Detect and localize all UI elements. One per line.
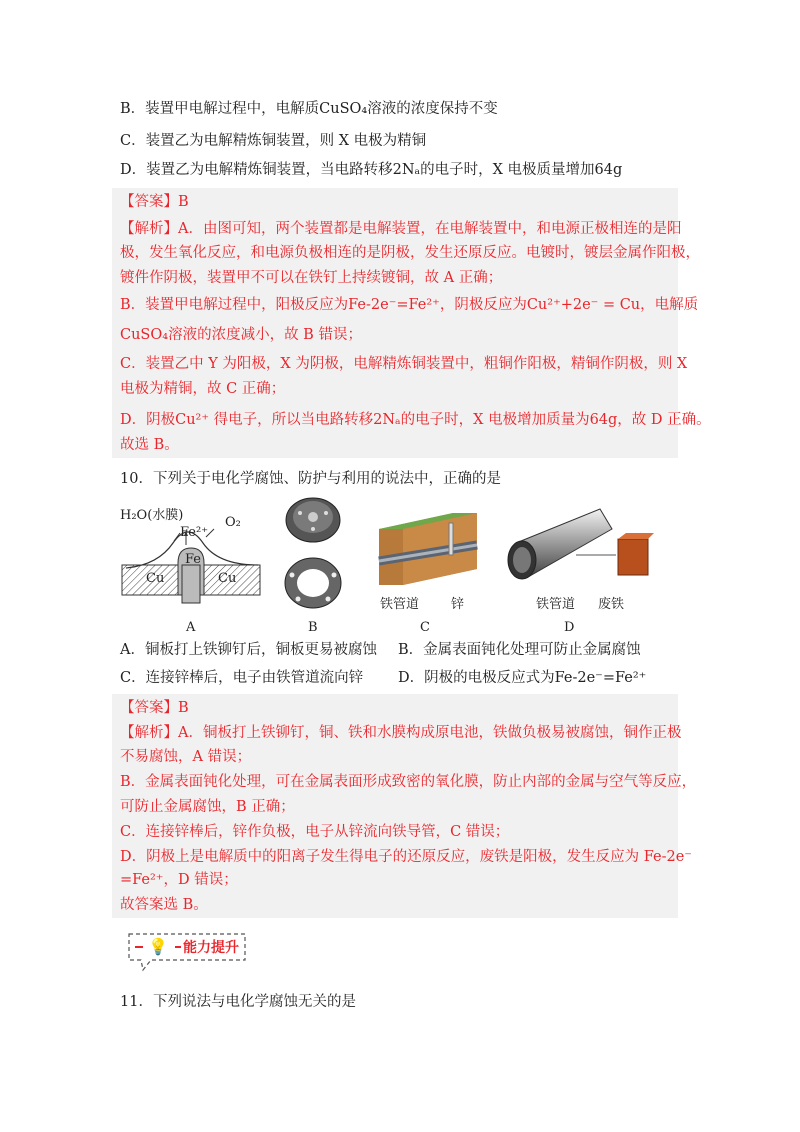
- q10-option-c: C．连接锌棒后，电子由铁管道流向锌: [120, 670, 364, 686]
- o2-label: O₂: [225, 515, 241, 530]
- ability-improvement-badge: [121, 928, 251, 974]
- q10-answer: 【答案】B: [120, 700, 189, 716]
- q9-analysis-line: 极，发生氧化反应，和电源负极相连的是阴极，发生还原反应。电镀时，镀层金属作阳极，: [120, 245, 700, 261]
- q9-analysis-line: B．装置甲电解过程中，阳极反应为Fe-2e⁻=Fe²⁺，阴极反应为Cu²⁺+2e⁻ = Cu，电解质: [120, 297, 699, 313]
- q10-analysis-line: 不易腐蚀，A 错误；: [120, 749, 252, 765]
- scrap-iron-label: 废铁: [598, 597, 625, 612]
- q10-analysis-line: 故答案选 B。: [120, 897, 208, 913]
- q10-stem: 10．下列关于电化学腐蚀、防护与利用的说法中，正确的是: [120, 471, 501, 487]
- q9-answer: 【答案】B: [120, 194, 189, 210]
- q9-analysis-line: C．装置乙中 Y 为阳极，X 为阴极，电解精炼铜装置中，粗铜作阳极，精铜作阴极，则 X: [120, 356, 688, 372]
- cu-label-left: Cu: [146, 571, 165, 586]
- q9-analysis-line: 电极为精铜，故 C 正确；: [120, 381, 286, 397]
- q10-analysis-line: C．连接锌棒后，锌作负极，电子从锌流向铁导管，C 错误；: [120, 824, 510, 840]
- zinc-label: 锌: [451, 597, 465, 612]
- q9-option-c: C．装置乙为电解精炼铜装置，则 X 电极为精铜: [120, 133, 427, 149]
- cu-label-right: Cu: [218, 571, 237, 586]
- q10-option-d: D．阴极的电极反应式为Fe-2e⁻=Fe²⁺: [398, 670, 647, 686]
- fe2plus-label: Fe²⁺: [180, 525, 209, 540]
- q9-option-b: B．装置甲电解过程中，电解质CuSO₄溶液的浓度保持不变: [120, 101, 498, 117]
- iron-pipe-label-d: 铁管道: [536, 597, 576, 612]
- badge-text: 能力提升: [183, 940, 239, 956]
- q9-analysis-box: [112, 188, 711, 458]
- q9-analysis-line: 镀件作阴极，装置甲不可以在铁钉上持续镀铜，故 A 正确；: [120, 270, 503, 286]
- scrap-iron-pipe-image: [496, 503, 656, 593]
- q9-analysis-line: 故选 B。: [120, 437, 179, 453]
- fe-label: Fe: [185, 552, 202, 567]
- metal-parts-image: [278, 495, 348, 615]
- figure-d-label: D: [564, 620, 575, 635]
- q9-analysis-line: 【解析】A．由图可知，两个装置都是电解装置，在电解装置中，和电源正极相连的是阳: [120, 221, 682, 237]
- q9-analysis-line: D．阴极Cu²⁺ 得电子，所以当电路转移2Nₐ的电子时，X 电极增加质量为64g，故 D 正确。: [120, 412, 711, 428]
- iron-pipe-label-c: 铁管道: [380, 597, 420, 612]
- q9-option-d: D．装置乙为电解精炼铜装置，当电路转移2Nₐ的电子时，X 电极质量增加64g: [120, 162, 623, 178]
- lightbulb-icon: 💡: [148, 937, 168, 956]
- q11-stem: 11．下列说法与电化学腐蚀无关的是: [120, 994, 356, 1010]
- q9-analysis-line: CuSO₄溶液的浓度减小，故 B 错误；: [120, 327, 362, 343]
- figure-a-label: A: [186, 620, 196, 635]
- h2o-label: H₂O(水膜): [120, 508, 184, 523]
- q10-analysis-line: 【解析】A．铜板打上铁铆钉，铜、铁和水膜构成原电池，铁做负极易被腐蚀，铜作正极: [120, 725, 682, 741]
- q10-analysis-line: B．金属表面钝化处理，可在金属表面形成致密的氧化膜，防止内部的金属与空气等反应，: [120, 774, 697, 790]
- zinc-pipe-image: [373, 509, 483, 599]
- q10-analysis-box: [112, 694, 697, 918]
- q10-analysis-line: 可防止金属腐蚀，B 正确；: [120, 799, 295, 815]
- q10-analysis-line: =Fe²⁺，D 错误；: [120, 872, 238, 888]
- figure-c-label: C: [420, 620, 430, 635]
- q10-option-a: A．铜板打上铁铆钉后，铜板更易被腐蚀: [120, 642, 377, 658]
- q10-analysis-line: D．阴极上是电解质中的阳离子发生得电子的还原反应，废铁是阳极，发生反应为 Fe-2e⁻: [120, 849, 692, 865]
- figure-b-label: B: [308, 620, 318, 635]
- q10-figure: [118, 495, 678, 645]
- q10-option-b: B．金属表面钝化处理可防止金属腐蚀: [398, 642, 641, 658]
